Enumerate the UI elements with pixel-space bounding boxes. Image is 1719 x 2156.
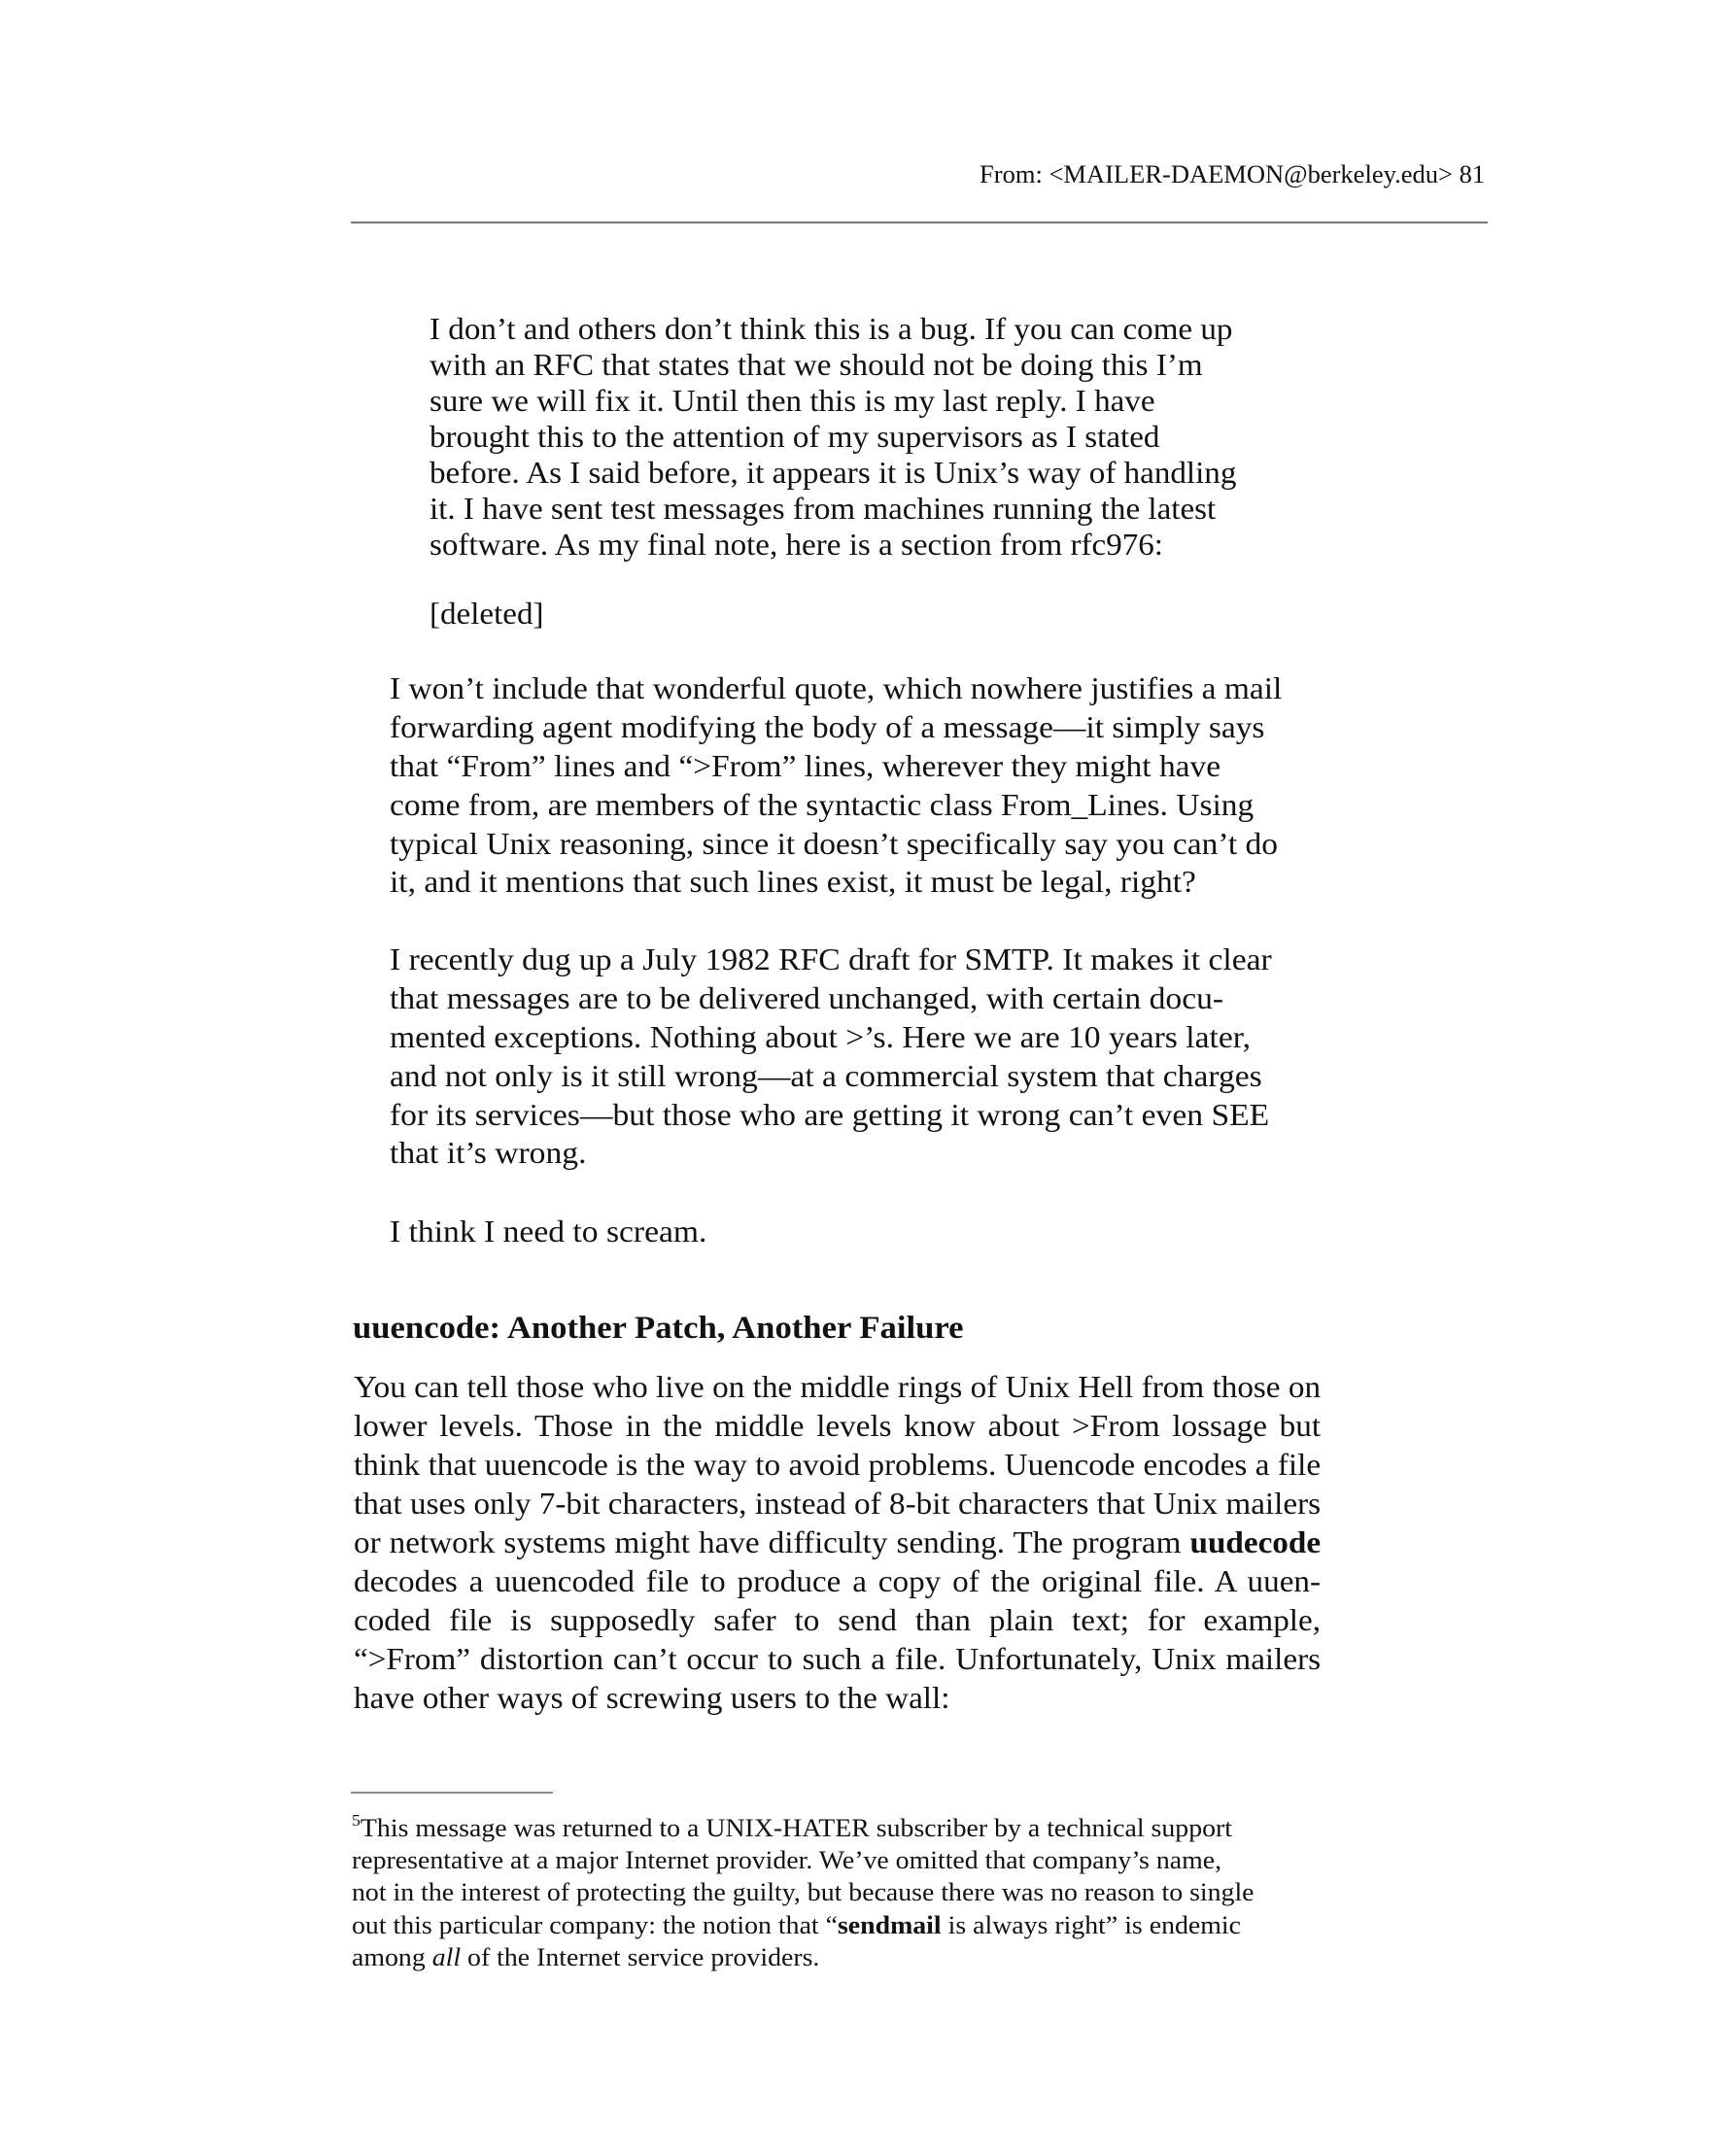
body-line: that uses only 7-bit characters, instead of 8-bit characters that Unix mailers (354, 1486, 1322, 1521)
quote-line: I don’t and others don’t think this is a bug. If you can come up (430, 311, 1233, 346)
quote-deleted-marker: [deleted] (430, 596, 544, 631)
paragraph-line: that “From” lines and “>From” lines, wherever they might have (390, 748, 1221, 783)
paragraph-line: mented exceptions. Nothing about >’s. Here we are 10 years later, (390, 1019, 1251, 1054)
footnote-text: out this particular company: the notion that “ (352, 1910, 838, 1939)
quote-line: with an RFC that states that we should not be doing this I’m (430, 347, 1203, 382)
body-line: lower levels. Those in the middle levels know about >From lossage but (354, 1408, 1322, 1443)
body-line (354, 1526, 1321, 1557)
body-line: “>From” distortion can’t occur to such a file. Unfortunately, Unix mailers (354, 1641, 1322, 1676)
footnote-line (352, 1811, 1233, 1842)
quote-line: brought this to the attention of my supervisors as I stated (430, 419, 1160, 454)
body-line-text: or network systems might have difficulty sending. The program (354, 1524, 1182, 1559)
footnote-text: is always right” is endemic (941, 1910, 1241, 1939)
quote-line: software. As my final note, here is a section from rfc976: (430, 527, 1163, 562)
quote-line: sure we will fix it. Until then this is my last reply. I have (430, 383, 1155, 418)
paragraph-scream: I think I need to scream. (390, 1214, 707, 1249)
footnote-line (352, 1912, 1241, 1938)
paragraph-line: I recently dug up a July 1982 RFC draft for SMTP. It makes it clear (390, 941, 1272, 976)
quote-line: it. I have sent test messages from machines running the latest (430, 491, 1217, 526)
footnote-text: This message was returned to a UNIX-HATER subscriber by a technical support (360, 1813, 1233, 1842)
paragraph-line: it, and it mentions that such lines exist, it must be legal, right? (390, 864, 1196, 899)
body-line-last: have other ways of screwing users to the wall: (354, 1680, 950, 1715)
body-line: think that uuencode is the way to avoid problems. Uuencode encodes a file (354, 1447, 1322, 1482)
running-header-text: From: <MAILER-DAEMON@berkeley.edu> 81 (980, 160, 1486, 188)
header-rule (351, 222, 1488, 223)
sendmail-term: sendmail (837, 1910, 942, 1939)
footnote-line: representative at a major Internet provider. We’ve omitted that company’s name, (352, 1845, 1222, 1874)
paragraph-line: typical Unix reasoning, since it doesn’t specifically say you can’t do (390, 826, 1279, 861)
all-emphasis: all (431, 1942, 462, 1971)
uudecode-term: uudecode (1189, 1524, 1322, 1559)
paragraph-line: come from, are members of the syntactic class From_Lines. Using (390, 787, 1255, 822)
footnote-line: not in the interest of protecting the guilty, but because there was no reason to single (352, 1877, 1255, 1906)
footnote-line (352, 1944, 819, 1970)
paragraph-line: forwarding agent modifying the body of a message—it simply says (390, 709, 1265, 744)
paragraph-line: for its services—but those who are getting it wrong can’t even SEE (390, 1097, 1270, 1132)
footnote-rule (351, 1792, 553, 1794)
paragraph-line: that messages are to be delivered unchanged, with certain docu- (390, 980, 1224, 1015)
footnote-text: of the Internet service providers. (461, 1942, 820, 1971)
paragraph-line: that it’s wrong. (390, 1135, 587, 1170)
body-line: decodes a uuencoded file to produce a copy of the original file. A uuen- (354, 1563, 1322, 1598)
paragraph-line: and not only is it still wrong—at a commercial system that charges (390, 1058, 1262, 1093)
body-line: You can tell those who live on the middle rings of Unix Hell from those on (354, 1369, 1322, 1404)
footnote-mark: 5 (352, 1811, 361, 1830)
quote-line: before. As I said before, it appears it is Unix’s way of handling (430, 455, 1237, 490)
section-heading-text: uuencode: Another Patch, Another Failure (353, 1311, 964, 1346)
body-line: coded file is supposedly safer to send than plain text; for example, (354, 1602, 1322, 1637)
footnote-text: among (352, 1942, 432, 1971)
paragraph-line: I won’t include that wonderful quote, which nowhere justifies a mail (390, 670, 1283, 705)
